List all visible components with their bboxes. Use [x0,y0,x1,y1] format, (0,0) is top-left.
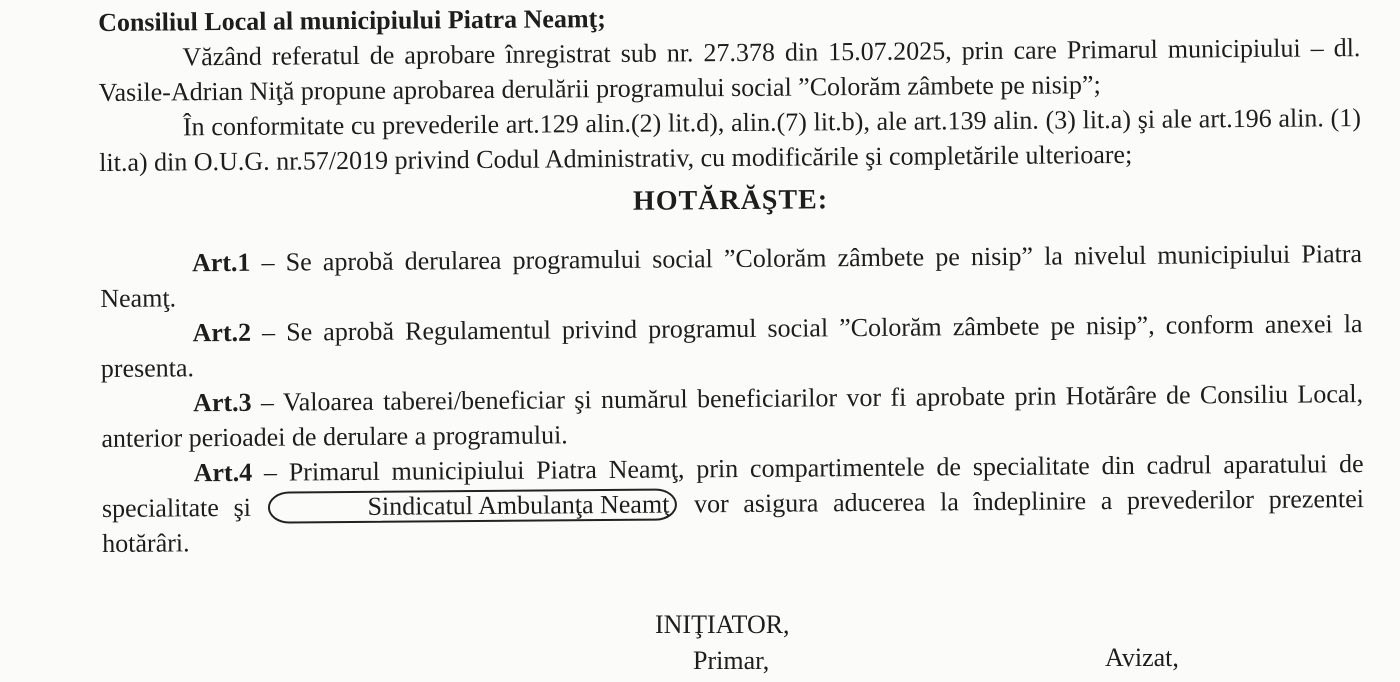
initiator-label: INIŢIATOR, [655,610,790,639]
article-text: – Se aprobă Regulamentul privind programul social ”Colorăm zâmbete pe nisip”, conform anexei la presenta. [100,309,1363,383]
article-label: Art.4 [193,457,253,488]
article-text: vor asigura aducerea la îndeplinire a prevederilor prezentei hotărâri. [102,484,1365,558]
endorsed-label: Avizat, [1105,643,1179,672]
article-3 [101,376,1364,456]
preamble-paragraph-2: În conformitate cu prevederile art.129 alin.(2) lit.d), alin.(7) lit.b), ale art.139 alin. (3) lit.a) şi ale art.196 alin. (1) lit.a) din O.U.G. nr.57/2019 privind Codul Administrativ, cu modificările şi completările ulterioare; [99,103,1362,177]
article-text: – Valoarea taberei/beneficiar şi numărul beneficiarilor vor fi aprobate prin Hotărâre de Consiliu Local, anterior perioadei de derulare a programului. [101,379,1364,453]
article-1 [100,236,1363,316]
circled-annotation: Sindicatul Ambulanţa Neamţ [267,488,677,523]
article-2 [100,306,1363,386]
article-label: Art.1 [191,247,251,278]
article-text: – Se aprobă derularea programului social ”Colorăm zâmbete pe nisip” la nivelul municipiului Piatra Neamţ. [100,239,1363,313]
article-label: Art.2 [192,317,252,348]
article-text: – Primarul municipiului Piatra Neamţ, prin compartimentele de specialitate din cadrul aparatului de specialitate şi [101,449,1364,523]
preamble-paragraph-1: Văzând referatul de aprobare înregistrat sub nr. 27.378 din 15.07.2025, prin care Primarul municipiului – dl. Vasile-Adrian Niţă propune aprobarea derulării programului social ”Colorăm zâmbete pe nisip”; [98,33,1361,107]
article-label: Art.3 [193,387,252,418]
council-heading: Consiliul Local al municipiului Piatra Neamţ; [98,4,606,37]
decision-title: HOTĂRĂŞTE: [632,184,829,217]
document-body [98,0,1364,561]
article-4 [102,446,1365,561]
mayor-label: Primar, [693,646,770,675]
